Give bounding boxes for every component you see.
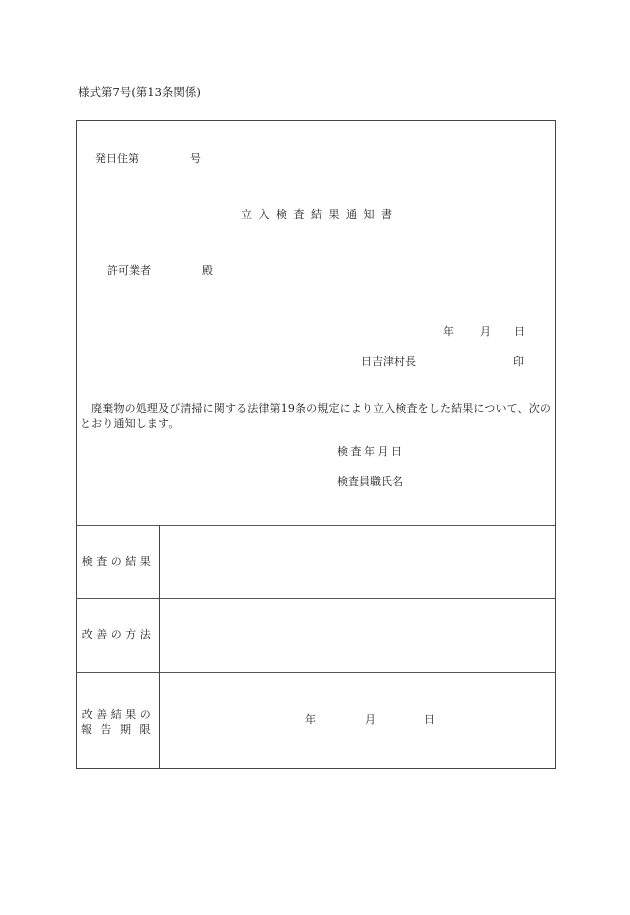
notice-title: 立入検査結果通知書: [241, 208, 399, 221]
deadline-day-label: 日: [424, 713, 435, 726]
issuer-seal-mark: 印: [513, 355, 524, 368]
row-label-report-deadline: [77, 707, 159, 737]
report-deadline-label-line1: 改善結果の: [81, 708, 155, 721]
document-number-label: 発日住第: [95, 152, 139, 165]
row-label-improvement-method: 改善の方法: [81, 628, 155, 641]
inspector-name-label: 検査員職氏名: [337, 475, 403, 488]
notice-body-text: 廃棄物の処理及び清掃に関する法律第19条の規定により立入検査をした結果について、次のとおり通知します。: [80, 402, 552, 430]
document-number-suffix: 号: [190, 152, 201, 165]
addressee-label: 許可業者: [107, 264, 151, 277]
row-divider: [76, 672, 555, 673]
report-deadline-label-line2: 報告期限: [81, 723, 159, 736]
issue-date-year-label: 年: [443, 325, 454, 338]
issue-date-month-label: 月: [480, 325, 491, 338]
inspection-date-label: 検査年月日: [337, 445, 405, 458]
deadline-month-label: 月: [365, 713, 376, 726]
issuer-name: 日吉津村長: [361, 355, 416, 368]
form-caption: 様式第7号(第13条関係): [78, 85, 201, 99]
improvement-method-cell: [160, 599, 554, 672]
issue-date-day-label: 日: [514, 325, 525, 338]
deadline-year-label: 年: [305, 713, 316, 726]
row-label-inspection-result: 検査の結果: [81, 555, 155, 568]
addressee-honorific: 殿: [202, 264, 213, 277]
inspection-result-cell: [160, 526, 554, 598]
